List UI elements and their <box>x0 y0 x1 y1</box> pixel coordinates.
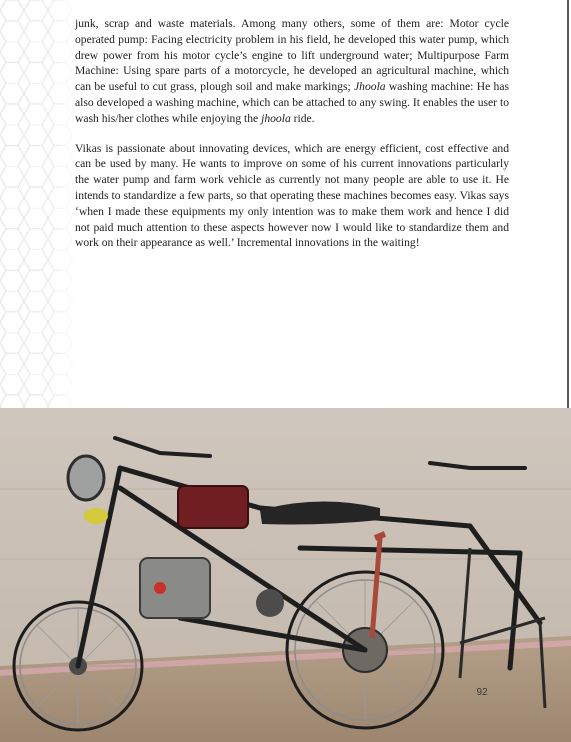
paragraph-1-text-b: washing machine: He has also developed a washing machine, which can be attached to any swing. It enables the user to wash his/her clothes while enjoying the <box>75 80 510 125</box>
paragraph-1 <box>75 16 509 127</box>
paragraph-1-text-a: junk, scrap and waste materials. Among many others, some of them are: Motor cycle operated pump: Facing electricity problem in his field, he developed this water pump, which drew power from his motor cycle’s engine to lift underground water; Multipurpose Farm Machine: Using spare parts of a motorcycle, he developed an agricultural machine, which can be useful to cut grass, plough soil and make markings; <box>75 17 509 94</box>
paragraph-1-text-c: ride. <box>290 111 315 125</box>
hexagon-pattern-decoration <box>0 0 75 410</box>
paragraph-1-italic-jhoola-2: jhoola <box>261 111 291 125</box>
paragraph-1-italic-jhoola: Jhoola <box>354 80 386 94</box>
page-number: 92 <box>476 687 488 698</box>
paragraph-2: Vikas is passionate about innovating devices, which are energy efficient, cost effective and can be used by many. He wants to improve on some of his current innovations particularly the water pump and farm work vehicle as currently not many people are able to use it. He intends to standardize a few parts, so that operating these machines becomes easy. Vikas says ‘when I made these equipments my only intention was to make them work and hence I did not paid much attention to these aspects however now I would like to standardize them and work on their appearance as well.’ Incremental innovations in the waiting! <box>75 141 509 250</box>
article-body <box>75 16 509 265</box>
